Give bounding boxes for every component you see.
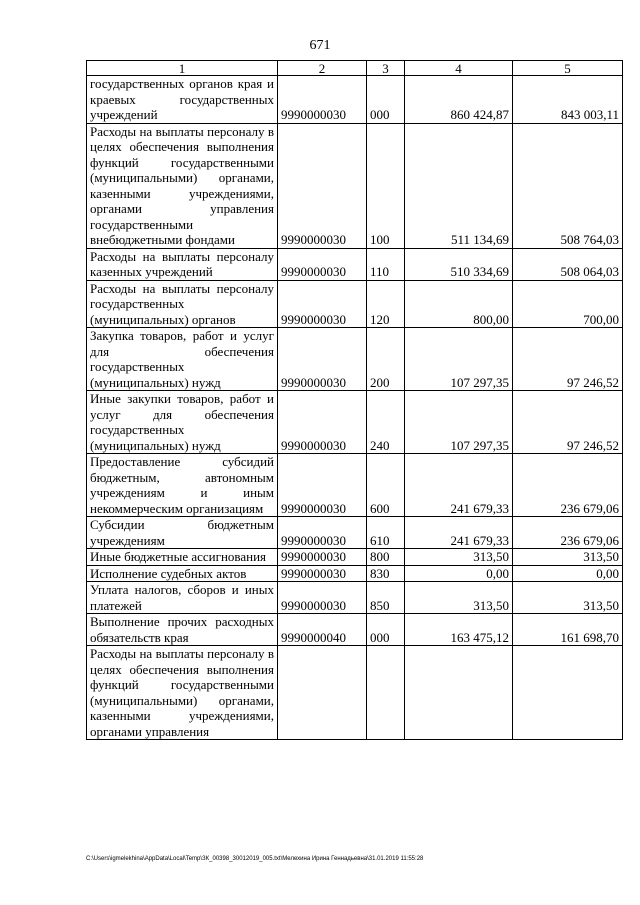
target-article-code: 9990000030: [278, 391, 367, 454]
target-article-code: 9990000030: [278, 549, 367, 566]
amount-column-4: 860 424,87: [405, 76, 513, 124]
amount-column-5: 843 003,11: [513, 76, 623, 124]
table-row: [87, 280, 623, 328]
amount-column-4: 313,50: [405, 549, 513, 566]
amount-column-4: 800,00: [405, 280, 513, 328]
expense-name: государственных органов края и краевых государственных учреждений: [87, 76, 278, 124]
target-article-code: 9990000030: [278, 123, 367, 248]
document-footer-path: C:\Users\igmelekhina\AppData\Local\Temp\ЗК_00398_30012019_005.txt\Мелехина Ирина Геннадьевна\31.01.2019 11:55:28: [86, 856, 424, 862]
amount-column-5: 508 764,03: [513, 123, 623, 248]
table-header-row: [87, 61, 623, 76]
expense-name: Расходы на выплаты персоналу казенных учреждений: [87, 248, 278, 280]
expense-type-code: 100: [367, 123, 405, 248]
target-article-code: 9990000030: [278, 454, 367, 517]
expense-name: Расходы на выплаты персоналу государственных (муниципальных) органов: [87, 280, 278, 328]
table-row: [87, 614, 623, 646]
amount-column-5: [513, 646, 623, 740]
amount-column-4: [405, 646, 513, 740]
expense-type-code: 110: [367, 248, 405, 280]
expense-name: Иные закупки товаров, работ и услуг для обеспечения государственных (муниципальных) нужд: [87, 391, 278, 454]
amount-column-5: 236 679,06: [513, 517, 623, 549]
table-row: [87, 391, 623, 454]
amount-column-5: 0,00: [513, 565, 623, 582]
table-row: [87, 123, 623, 248]
page-number: 671: [309, 38, 331, 53]
amount-column-5: 313,50: [513, 549, 623, 566]
table-row: [87, 582, 623, 614]
table-row: [87, 248, 623, 280]
expense-type-code: 830: [367, 565, 405, 582]
table-row: [87, 646, 623, 740]
expense-type-code: 120: [367, 280, 405, 328]
expense-name: Расходы на выплаты персоналу в целях обеспечения выполнения функций государственными (муниципальными) органами, казенными учреждениями, органами управления: [87, 646, 278, 740]
column-header: 2: [278, 61, 367, 76]
amount-column-4: 163 475,12: [405, 614, 513, 646]
target-article-code: 9990000030: [278, 517, 367, 549]
expense-name: Иные бюджетные ассигнования: [87, 549, 278, 566]
target-article-code: [278, 646, 367, 740]
table-row: [87, 328, 623, 391]
amount-column-4: 241 679,33: [405, 454, 513, 517]
amount-column-5: 508 064,03: [513, 248, 623, 280]
amount-column-4: 0,00: [405, 565, 513, 582]
target-article-code: 9990000030: [278, 248, 367, 280]
expense-name: Субсидии бюджетным учреждениям: [87, 517, 278, 549]
column-header: 3: [367, 61, 405, 76]
amount-column-4: 313,50: [405, 582, 513, 614]
amount-column-4: 510 334,69: [405, 248, 513, 280]
expense-type-code: 600: [367, 454, 405, 517]
amount-column-4: 511 134,69: [405, 123, 513, 248]
expense-type-code: 610: [367, 517, 405, 549]
amount-column-5: 700,00: [513, 280, 623, 328]
table-row: [87, 517, 623, 549]
amount-column-5: 97 246,52: [513, 328, 623, 391]
target-article-code: 9990000030: [278, 280, 367, 328]
expense-name: Закупка товаров, работ и услуг для обеспечения государственных (муниципальных) нужд: [87, 328, 278, 391]
expense-name: Предоставление субсидий бюджетным, автономным учреждениям и иным некоммерческим организациям: [87, 454, 278, 517]
target-article-code: 9990000040: [278, 614, 367, 646]
amount-column-5: 97 246,52: [513, 391, 623, 454]
expense-name: Исполнение судебных актов: [87, 565, 278, 582]
table-row: [87, 76, 623, 124]
expense-type-code: 000: [367, 614, 405, 646]
amount-column-4: 107 297,35: [405, 391, 513, 454]
target-article-code: 9990000030: [278, 328, 367, 391]
target-article-code: 9990000030: [278, 565, 367, 582]
budget-table: [86, 60, 623, 740]
table-row: [87, 549, 623, 566]
table-row: [87, 454, 623, 517]
amount-column-4: 107 297,35: [405, 328, 513, 391]
expense-type-code: 200: [367, 328, 405, 391]
expense-type-code: 240: [367, 391, 405, 454]
expense-type-code: 800: [367, 549, 405, 566]
amount-column-4: 241 679,33: [405, 517, 513, 549]
amount-column-5: 161 698,70: [513, 614, 623, 646]
column-header: 1: [87, 61, 278, 76]
expense-name: Выполнение прочих расходных обязательств края: [87, 614, 278, 646]
amount-column-5: 236 679,06: [513, 454, 623, 517]
expense-name: Расходы на выплаты персоналу в целях обеспечения выполнения функций государственными (муниципальными) органами, казенными учреждениями, органами управления государственными внебюджетными фондами: [87, 123, 278, 248]
amount-column-5: 313,50: [513, 582, 623, 614]
table-row: [87, 565, 623, 582]
expense-type-code: [367, 646, 405, 740]
expense-type-code: 000: [367, 76, 405, 124]
column-header: 5: [513, 61, 623, 76]
expense-name: Уплата налогов, сборов и иных платежей: [87, 582, 278, 614]
target-article-code: 9990000030: [278, 76, 367, 124]
target-article-code: 9990000030: [278, 582, 367, 614]
column-header: 4: [405, 61, 513, 76]
expense-type-code: 850: [367, 582, 405, 614]
